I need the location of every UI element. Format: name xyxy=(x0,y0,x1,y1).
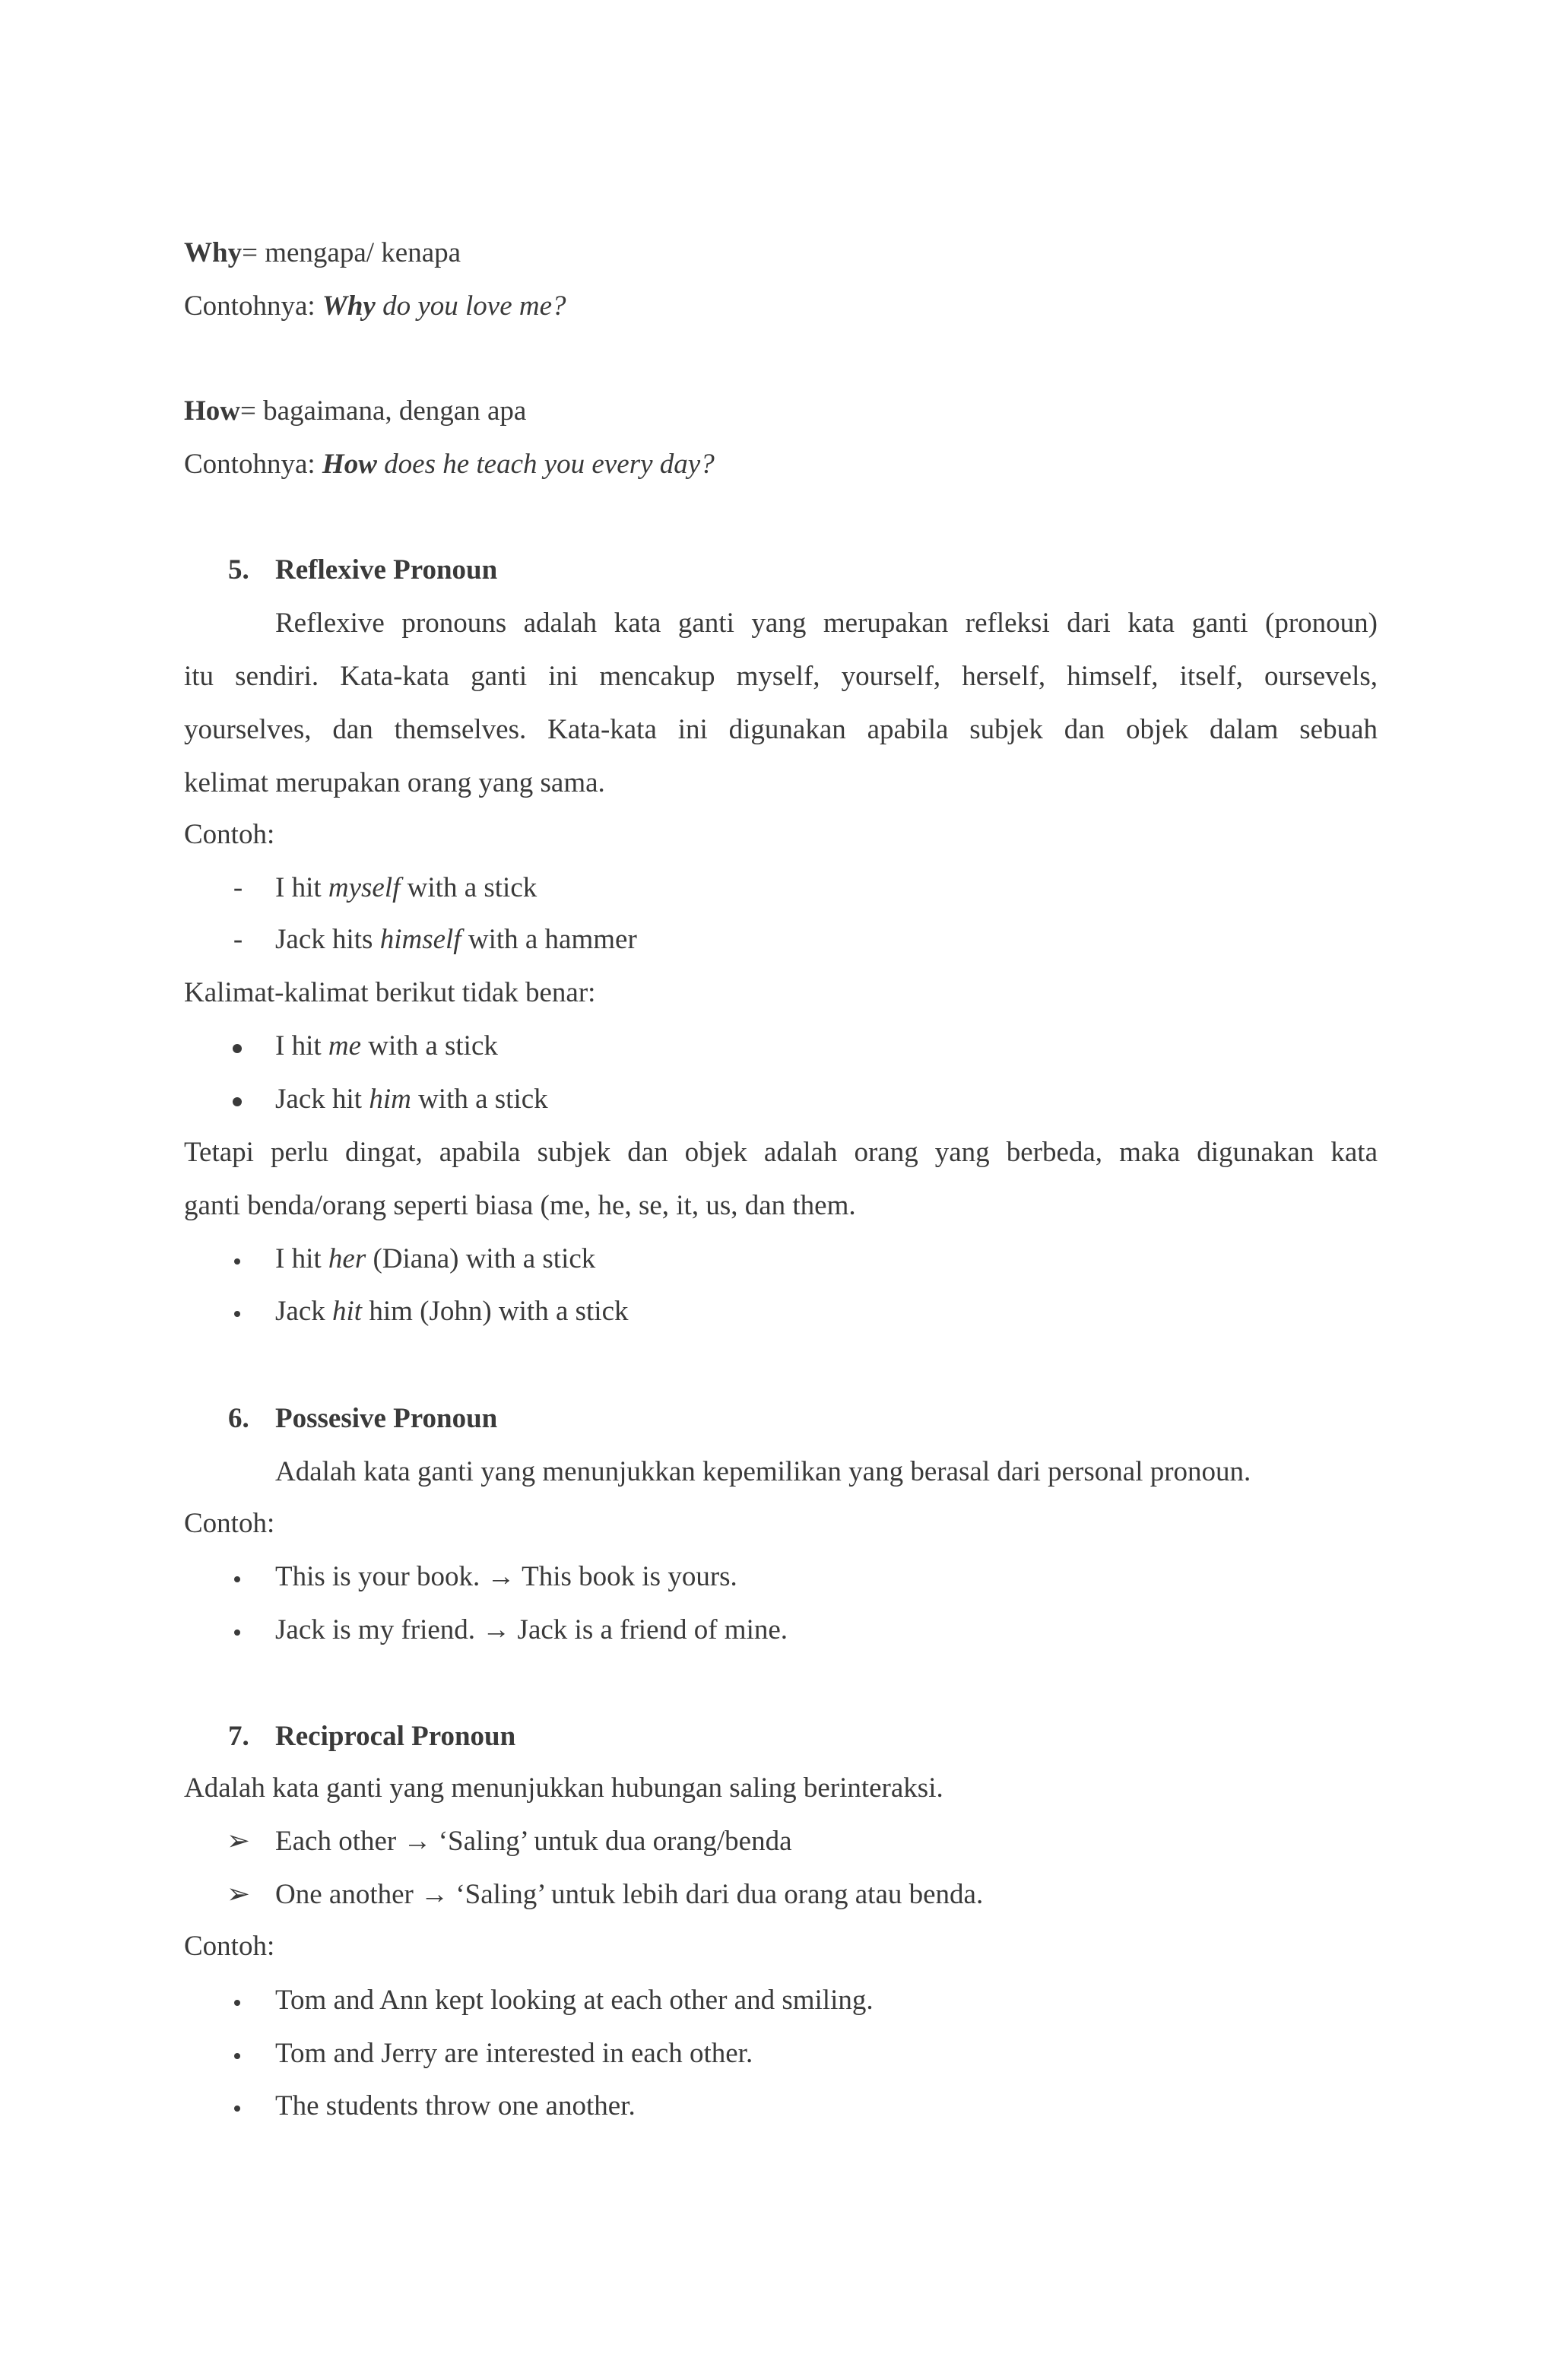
why-example xyxy=(184,289,1378,324)
reflexive-paragraph-line-4: kelimat merupakan orang yang sama. xyxy=(184,767,605,798)
list-item: Tom and Jerry are interested in each other. xyxy=(275,2038,753,2069)
dash-marker: - xyxy=(233,872,243,903)
list-item: I hit me with a stick xyxy=(275,1030,498,1061)
list-item: The students throw one another. xyxy=(275,2090,636,2121)
why-term: Why xyxy=(184,237,243,268)
bullet-icon xyxy=(234,1258,240,1265)
bullet-icon xyxy=(234,2106,240,2112)
how-example xyxy=(184,447,1378,482)
list-item: One another → ‘Saling’ untuk lebih dari dua orang atau benda. xyxy=(275,1879,984,1910)
possesive-paragraph: Adalah kata ganti yang menunjukkan kepemilikan yang berasal dari personal pronoun. xyxy=(275,1456,1251,1487)
list-item: Jack is my friend. → Jack is a friend of mine. xyxy=(275,1614,788,1645)
reflexive-heading: Reflexive Pronoun xyxy=(275,554,498,585)
bullet-icon xyxy=(234,2000,240,2006)
list-item: This is your book. → This book is yours. xyxy=(275,1561,737,1592)
reflexive-paragraph-line-3: yourselves, dan themselves. Kata-kata ini digunakan apabila subjek dan objek dalam sebuah xyxy=(184,714,1378,745)
why-example-sentence: do you love me? xyxy=(375,290,566,322)
bullet-icon xyxy=(233,1097,242,1106)
section-number-5: 5. xyxy=(228,554,249,585)
why-meaning: = mengapa/ kenapa xyxy=(242,237,461,268)
list-item: Tom and Ann kept looking at each other and smiling. xyxy=(275,1985,874,2016)
reciprocal-heading: Reciprocal Pronoun xyxy=(275,1721,516,1752)
why-example-prefix: Contohnya: xyxy=(184,290,322,322)
why-example-keyword: Why xyxy=(322,290,376,322)
how-definition xyxy=(184,394,1378,429)
reciprocal-paragraph: Adalah kata ganti yang menunjukkan hubungan saling berinteraksi. xyxy=(184,1772,943,1804)
reciprocal-contoh-label: Contoh: xyxy=(184,1931,275,1962)
reflexive-paragraph-line-2: itu sendiri. Kata-kata ganti ini mencakup myself, yourself, herself, himself, itself, oursevels, xyxy=(184,661,1378,692)
how-example-sentence: does he teach you every day? xyxy=(376,449,715,480)
possesive-heading: Possesive Pronoun xyxy=(275,1403,498,1434)
how-example-prefix: Contohnya: xyxy=(184,449,322,480)
arrow-bullet-icon: ➢ xyxy=(227,1879,251,1910)
how-term: How xyxy=(184,395,240,427)
dash-marker: - xyxy=(233,924,243,955)
list-item: Jack hit him with a stick xyxy=(275,1084,548,1115)
list-item: Jack hit him (John) with a stick xyxy=(275,1296,629,1327)
why-definition xyxy=(184,236,1378,271)
reflexive-contoh-label: Contoh: xyxy=(184,819,275,850)
bullet-icon xyxy=(233,1044,242,1053)
bullet-icon xyxy=(234,2053,240,2059)
list-item: I hit myself with a stick xyxy=(275,872,537,903)
possesive-contoh-label: Contoh: xyxy=(184,1508,275,1539)
list-item: Jack hits himself with a hammer xyxy=(275,924,637,955)
arrow-bullet-icon: ➢ xyxy=(227,1826,251,1857)
list-item: I hit her (Diana) with a stick xyxy=(275,1243,596,1274)
reflexive-wrong-intro: Kalimat-kalimat berikut tidak benar: xyxy=(184,977,596,1008)
bullet-icon xyxy=(234,1576,240,1582)
bullet-icon xyxy=(234,1311,240,1317)
reflexive-note-line-1: Tetapi perlu dingat, apabila subjek dan objek adalah orang yang berbeda, maka digunakan kata xyxy=(184,1137,1378,1168)
reflexive-note-line-2: ganti benda/orang seperti biasa (me, he, se, it, us, dan them. xyxy=(184,1190,856,1221)
section-number-7: 7. xyxy=(228,1721,249,1752)
reflexive-paragraph-line-1: Reflexive pronouns adalah kata ganti yang merupakan refleksi dari kata ganti (pronoun) xyxy=(275,608,1378,639)
how-example-keyword: How xyxy=(322,449,377,480)
section-number-6: 6. xyxy=(228,1403,249,1434)
list-item: Each other → ‘Saling’ untuk dua orang/benda xyxy=(275,1826,792,1857)
bullet-icon xyxy=(234,1630,240,1636)
how-meaning: = bagaimana, dengan apa xyxy=(240,395,527,427)
